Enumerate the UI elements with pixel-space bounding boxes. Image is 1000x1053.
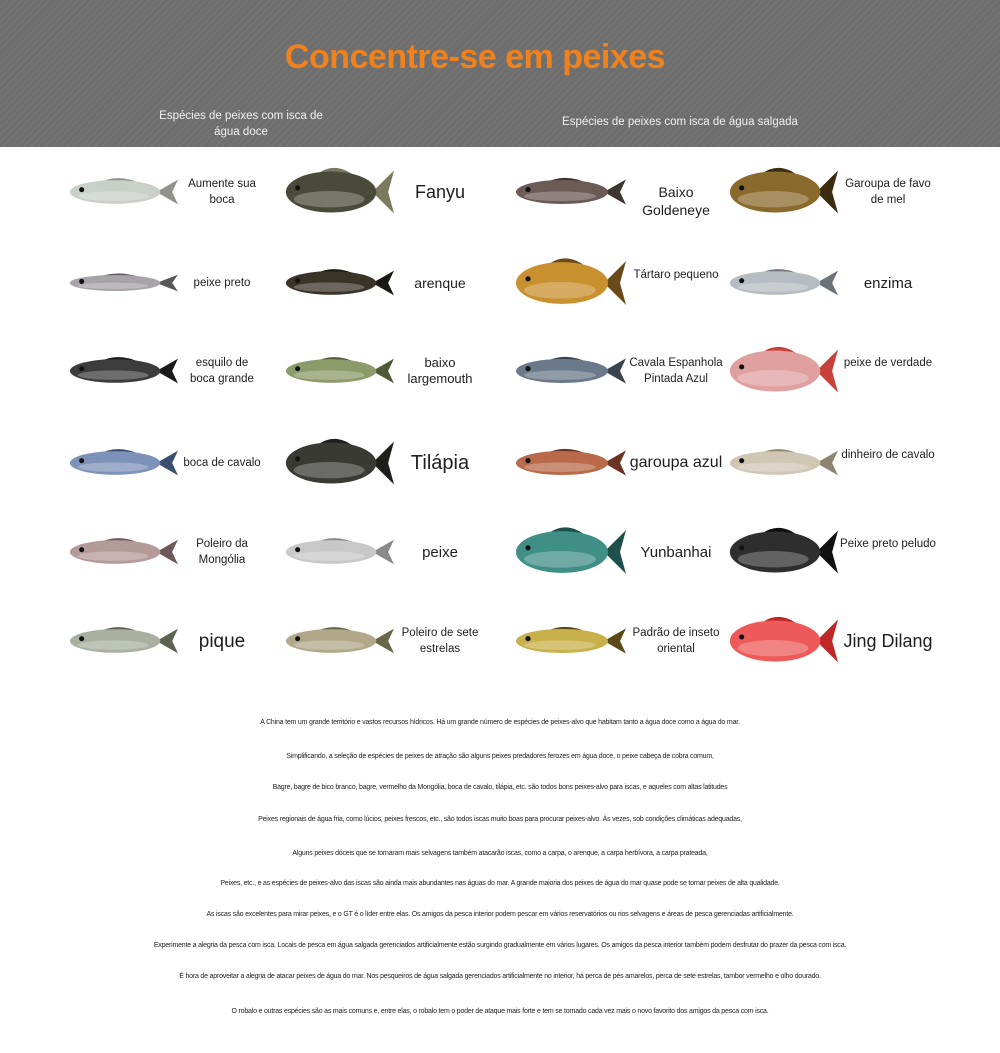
fish-illustration: [508, 172, 628, 217]
fish-illustration: [62, 351, 180, 396]
paragraph-line: Experimente a alegria da pesca com isca. Locais de pesca em água salgada gerenciados artificialmente estão surgindo gradualmente em vários lugares. Os amigos da pesca interior também podem desfrutar do prazer da pesca com isca.: [153, 942, 847, 949]
fish-name: pique: [198, 630, 246, 652]
fish-illustration: [62, 532, 180, 577]
fish-name: esquilo de boca grande: [190, 357, 254, 385]
fish-illustration: [508, 351, 628, 396]
fish-name: Tilápia: [410, 452, 470, 474]
paragraph-line: O robalo e outras espécies são as mais comuns e, entre elas, o robalo tem o poder de ataque mais forte e tem se tornado cada vez mais o novo favorito dos amigos da pesca com isca.: [231, 1008, 769, 1015]
fish-illustration: [62, 266, 180, 305]
fish-illustration: [722, 612, 840, 675]
fish-illustration: [508, 523, 628, 586]
fish-name: Tártaro pequeno: [633, 269, 719, 281]
saltwater-heading: Espécies de peixes com isca de água salgada: [562, 116, 798, 128]
fish-name: peixe preto: [193, 277, 251, 289]
fish-illustration: [62, 172, 180, 217]
fish-name: peixe de verdade: [843, 357, 933, 369]
fish-name: enzima: [863, 274, 913, 292]
fish-illustration: [278, 163, 396, 226]
fish-illustration: [278, 263, 396, 308]
fish-name: Poleiro da Mongólia: [196, 538, 248, 566]
page-title: Concentre-se em peixes: [284, 38, 666, 76]
fish-illustration: [508, 621, 628, 666]
fish-name: Jing Dilang: [843, 631, 933, 651]
fish-illustration: [278, 351, 396, 396]
fish-illustration: [278, 532, 396, 577]
fish-illustration: [62, 621, 180, 666]
fish-illustration: [278, 621, 396, 666]
fish-name: Garoupa de favo de mel: [845, 178, 931, 206]
fish-name: garoupa azul: [629, 454, 723, 471]
fish-name: Cavala Espanhola Pintada Azul: [629, 357, 723, 385]
paragraph-line: Peixes, etc., e as espécies de peixes-alvo das iscas são ainda mais abundantes nas águas do mar. A grande maioria dos peixes de água do mar quase pode se tornar peixes de alta qualidade.: [220, 880, 780, 887]
paragraph-line: As iscas são excelentes para mirar peixes, e o GT é o líder entre elas. Os amigos da pesca interior podem pescar em vários reservatórios ou rios selvagens e áreas de pesca gerenciadas artificialmente.: [206, 911, 794, 918]
fish-name: arenque: [414, 275, 466, 291]
fish-name: Aumente sua boca: [188, 178, 256, 206]
fish-illustration: [722, 342, 840, 405]
fish-name: Baixo Goldeneye: [642, 184, 710, 218]
paragraph-line: Simplificando, a seleção de espécies de peixes de atração são alguns peixes predadores ferozes em água doce, o peixe cabeça de cobra comum,: [286, 753, 714, 760]
fish-illustration: [722, 263, 840, 308]
fish-name: boca de cavalo: [183, 457, 261, 469]
paragraph-line: Alguns peixes dóceis que se tornaram mais selvagens também atacarão iscas, como a carpa, o arenque, a carpa herbívora, a carpa prateada,: [292, 850, 708, 857]
freshwater-heading: Espécies de peixes com isca de água doce: [159, 110, 323, 138]
fish-illustration: [722, 163, 840, 226]
fish-name: Peixe preto peludo: [840, 538, 936, 550]
fish-name: peixe: [422, 543, 458, 561]
fish-name: Yunbanhai: [640, 543, 712, 561]
fish-illustration: [722, 443, 840, 488]
fish-illustration: [508, 254, 628, 317]
fish-name: baixo largemouth: [407, 355, 473, 386]
fish-illustration: [278, 434, 396, 497]
fish-name: Padrão de inseto oriental: [632, 627, 720, 655]
fish-illustration: [508, 443, 628, 488]
paragraph-line: Bagre, bagre de bico branco, bagre, vermelho da Mongólia, boca de cavalo, tilápia, etc. são todos bons peixes-alvo para iscas, e aqueles com altas latitudes: [272, 784, 728, 791]
paragraph-line: A China tem um grande território e vastos recursos hídricos. Há um grande número de espécies de peixes-alvo que habitam tanto a água doce como a água do mar.: [260, 719, 740, 726]
fish-illustration: [722, 523, 840, 586]
fish-name: dinheiro de cavalo: [841, 449, 935, 461]
header-banner: [0, 0, 1000, 147]
paragraph-line: É hora de aproveitar a alegria de atacar peixes de água do mar. Nos pesqueiros de água salgada gerenciados artificialmente no interior, há perca de pés amarelos, perca de sete estrelas, tambor vermelho e olho dourado.: [179, 973, 821, 980]
paragraph-line: Peixes regionais de água fria, como lúcios, peixes frescos, etc., são todos iscas muito boas para procurar peixes-alvo. Às vezes, sob condições climáticas adequadas,: [258, 816, 742, 823]
fish-name: Poleiro de sete estrelas: [401, 627, 479, 655]
fish-name: Fanyu: [414, 182, 466, 202]
fish-illustration: [62, 443, 180, 488]
